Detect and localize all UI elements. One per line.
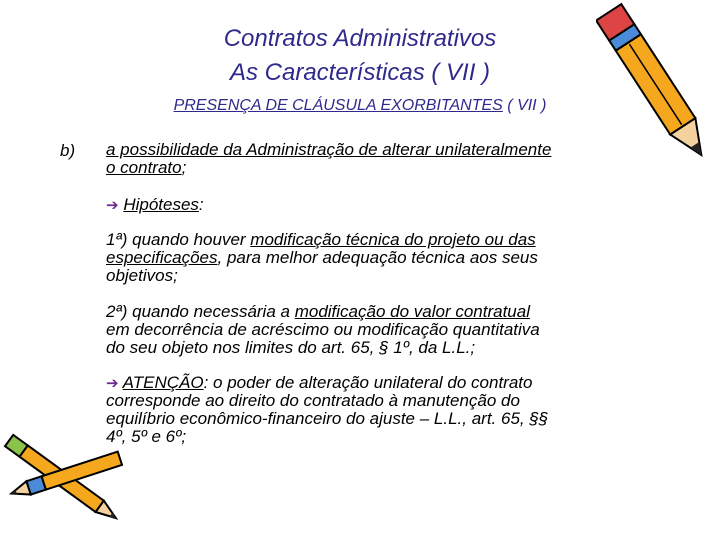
hypotheses-heading (106, 196, 666, 215)
item-text-line1-underlined: a possibilidade da Administração de alterar unilateralmente (106, 140, 552, 159)
attention-label: ATENÇÃO (122, 373, 204, 392)
item-text-line2-rest: ; (181, 158, 187, 177)
pencil-icon (596, 0, 720, 180)
arrow-icon: ➔ (106, 197, 119, 214)
section-heading-rest: ( VII ) (502, 97, 547, 114)
item-text-line2 (106, 159, 666, 177)
hypothesis2-line2: em decorrência de acréscimo ou modificação quantitativa (106, 320, 540, 339)
hypothesis1-line2-underlined: especificações (106, 248, 218, 267)
page-subtitle: As Características ( VII ) (229, 59, 491, 86)
hypothesis1-start: 1ª) quando houver (106, 230, 251, 249)
hypothesis2-underlined: modificação do valor contratual (294, 302, 530, 321)
attention-line1-rest: : o poder de alteração unilateral do contrato (203, 373, 533, 392)
item-text-line1 (106, 141, 666, 159)
attention-line3: equilíbrio econômico-financeiro do ajuste – L.L., art. 65, §§ (106, 409, 549, 428)
arrow-icon: ➔ (106, 375, 119, 392)
hypothesis1-underlined: modificação técnica do projeto ou das (250, 230, 536, 249)
hypothesis2-start: 2ª) quando necessária a (106, 302, 295, 321)
hypothesis1-line2 (106, 249, 666, 267)
hypothesis1-line3: objetivos; (106, 266, 178, 285)
item-label: b) (60, 141, 76, 160)
item-text-line2-underlined: o contrato (106, 158, 182, 177)
hypotheses-label: Hipóteses (123, 195, 199, 214)
hypothesis2-line1 (106, 303, 666, 321)
hypothesis1-line1 (106, 231, 666, 249)
section-heading-underlined: PRESENÇA DE CLÁUSULA EXORBITANTES (173, 97, 503, 114)
attention-line4: 4º, 5º e 6º; (106, 427, 187, 446)
attention-line2: corresponde ao direito do contratado à manutenção do (106, 391, 520, 410)
crossed-pencils-icon (0, 432, 140, 540)
hypothesis1-line2-rest: , para melhor adequação técnica aos seus (217, 248, 538, 267)
hypotheses-label-rest: : (198, 195, 204, 214)
page-title: Contratos Administrativos (223, 25, 497, 52)
hypothesis2-line3: do seu objeto nos limites do art. 65, § 1º, da L.L.; (106, 338, 476, 357)
